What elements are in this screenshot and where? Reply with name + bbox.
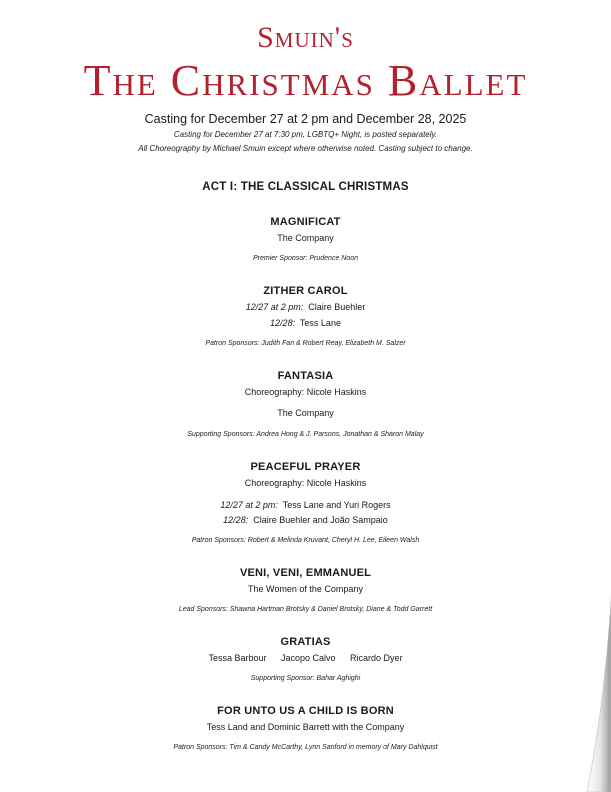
cast-names: Claire Buehler (308, 302, 366, 312)
cast-date: 12/27 at 2 pm: (220, 500, 278, 510)
cast-line-prayer-1 (0, 499, 611, 511)
cast-magnificat: The Company (277, 233, 334, 243)
page-curl-decoration (551, 592, 611, 792)
sponsor-zither-carol: Patron Sponsors: Judith Fan & Robert Reay, Elizabeth M. Salzer (205, 340, 406, 347)
sponsor-veni: Lead Sponsors: Shawna Hartman Brotsky & Daniel Brotsky, Diane & Todd Garrett (178, 606, 433, 613)
cast-date: 12/28: (270, 318, 296, 328)
brand-smuins: Smuin's (257, 21, 354, 54)
cast-line-zither-2 (0, 317, 611, 329)
cast-gratias (0, 652, 611, 664)
act-title: ACT I: THE CLASSICAL CHRISTMAS (202, 181, 409, 193)
brand-title: The Christmas Ballet (83, 56, 528, 105)
dancer-name: Ricardo Dyer (350, 653, 403, 663)
cast-date: 12/28: (223, 515, 249, 525)
cast-line-prayer-2 (0, 514, 611, 526)
cast-veni: The Women of the Company (248, 584, 363, 594)
lgbtq-note: Casting for December 27 at 7:30 pm, LGBTQ+ Night, is posted separately. (173, 130, 438, 139)
cast-line-zither-1 (0, 301, 611, 313)
cast-names: Tess Lane (299, 318, 341, 328)
sponsor-peaceful-prayer: Patron Sponsors: Robert & Melinda Kruvant, Cheryl H. Lee, Eileen Walsh (191, 537, 420, 544)
cast-names: Claire Buehler and João Sampaio (253, 515, 388, 525)
piece-title-magnificat: MAGNIFICAT (270, 216, 341, 228)
piece-title-fantasia: FANTASIA (277, 370, 334, 382)
dancer-name: Jacopo Calvo (280, 653, 336, 663)
sponsor-unto-us: Patron Sponsors: Tim & Candy McCarthy, Lynn Sanford in memory of Mary Dahlquist (173, 744, 438, 751)
cast-fantasia: The Company (277, 408, 334, 418)
dancer-name: Tessa Barbour (208, 653, 267, 663)
cast-date: 12/27 at 2 pm: (245, 302, 304, 312)
piece-title-veni: VENI, VENI, EMMANUEL (239, 567, 372, 579)
choreography-fantasia: Choreography: Nicole Haskins (244, 387, 367, 397)
piece-title-unto-us: FOR UNTO US A CHILD IS BORN (217, 705, 394, 717)
sponsor-gratias: Supporting Sponsor: Bahar Aghighi (250, 675, 361, 682)
sponsor-fantasia: Supporting Sponsors: Andrea Hong & J. Parsons, Jonathan & Sharon Malay (187, 431, 424, 438)
piece-title-gratias: GRATIAS (280, 636, 331, 648)
cast-names: Tess Lane and Yuri Rogers (282, 500, 391, 510)
choreography-peaceful-prayer: Choreography: Nicole Haskins (244, 478, 367, 488)
cast-unto-us: Tess Land and Dominic Barrett with the Company (206, 722, 405, 732)
sponsor-magnificat: Premier Sponsor: Prudence Noon (252, 255, 359, 262)
choreography-note: All Choreography by Michael Smuin except where otherwise noted. Casting subject to change. (138, 144, 473, 153)
piece-title-zither-carol: ZITHER CAROL (263, 285, 348, 297)
piece-title-peaceful-prayer: PEACEFUL PRAYER (250, 461, 361, 473)
casting-dates: Casting for December 27 at 2 pm and December 28, 2025 (144, 112, 467, 126)
